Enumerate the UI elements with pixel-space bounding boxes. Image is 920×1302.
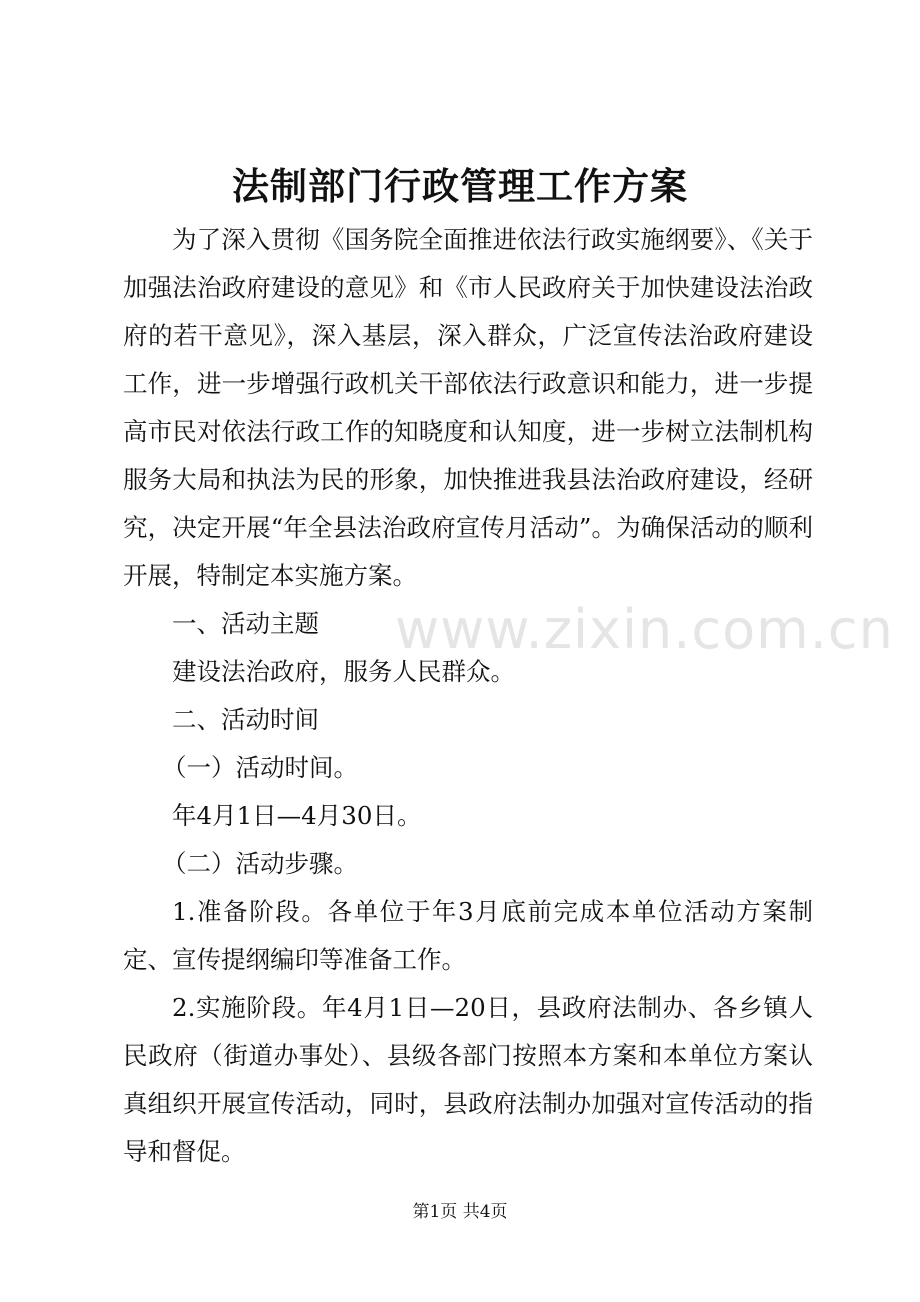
step-1-paragraph: 1.准备阶段。各单位于年3月底前完成本单位活动方案制定、宣传提纲编印等准备工作。: [123, 897, 813, 974]
section-heading-theme: 一、活动主题: [172, 609, 319, 638]
page-footer: 第1页 共4页: [412, 1202, 508, 1222]
document-body: [123, 216, 813, 1176]
step-2-paragraph: 2.实施阶段。年4月1日—20日，县政府法制办、各乡镇人民政府（街道办事处）、县级各部门按照本方案和本单位方案认真组织开展宣传活动，同时，县政府法制办加强对宣传活动的指导和督促。: [123, 993, 813, 1166]
section-heading-time: 二、活动时间: [172, 705, 319, 734]
subsection-heading-steps: （二）活动步骤。: [162, 849, 358, 878]
document-title: 法制部门行政管理工作方案: [232, 164, 688, 208]
intro-paragraph: 为了深入贯彻《国务院全面推进依法行政实施纲要》、《关于加强法治政府建设的意见》和《市人民政府关于加快建设法治政府的若干意见》，深入基层，深入群众，广泛宣传法治政府建设工作，进一步增强行政机关干部依法行政意识和能力，进一步提高市民对依法行政工作的知晓度和认知度，进一步树立法制机构服务大局和执法为民的形象，加快推进我县法治政府建设，经研究，决定开展“年全县法治政府宣传月活动”。为确保活动的顺利开展，特制定本实施方案。: [123, 225, 813, 590]
watermark-text: www.zixin.com.cn: [395, 598, 894, 661]
subsection-heading-time: （一）活动时间。: [162, 753, 358, 782]
time-paragraph: 年4月1日—4月30日。: [172, 801, 422, 830]
theme-paragraph: 建设法治政府，服务人民群众。: [172, 657, 515, 686]
